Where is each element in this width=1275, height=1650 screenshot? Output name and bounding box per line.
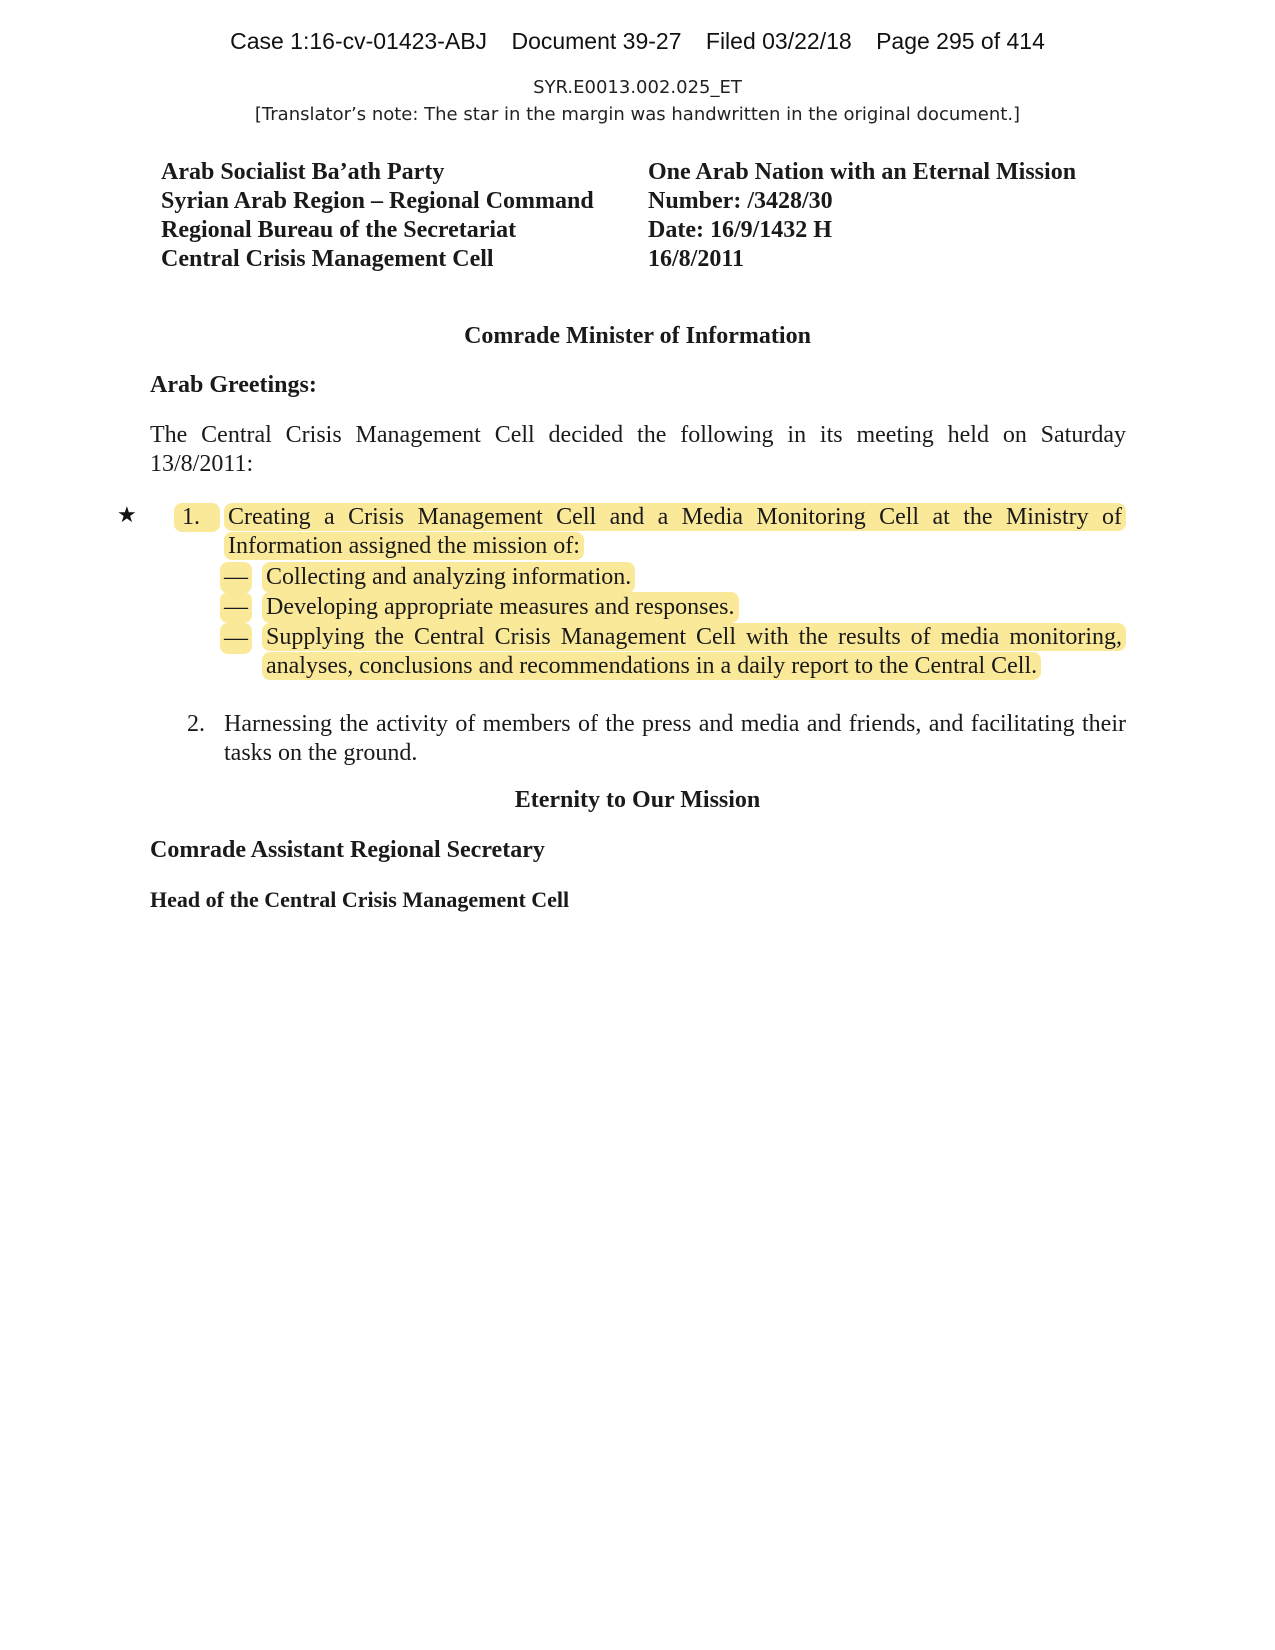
- gregorian-date: 16/8/2011: [648, 246, 745, 272]
- court-filing-header: [0, 28, 1275, 55]
- sub-item-text: Collecting and analyzing information.: [262, 562, 635, 593]
- translator-note: [Translator’s note: The star in the margin was handwritten in the original document.]: [254, 104, 1021, 125]
- dash-bullet: —: [220, 623, 252, 654]
- sub-item-text: Developing appropriate measures and responses.: [262, 592, 739, 623]
- document-number: Document 39-27: [511, 28, 682, 54]
- dash-bullet: —: [220, 562, 252, 593]
- letterhead-left: [161, 158, 594, 274]
- bureau-name: Regional Bureau of the Secretariat: [161, 217, 517, 243]
- hijri-date: Date: 16/9/1432 H: [648, 217, 832, 243]
- filed-date: Filed 03/22/18: [705, 28, 852, 54]
- cell-name: Central Crisis Management Cell: [161, 246, 494, 272]
- item-number: 2.: [187, 711, 205, 737]
- sub-item-text: Supplying the Central Crisis Management Cell with the results of media monitoring, analyses, conclusions and recommendations in a daily report to the Central Cell.: [262, 623, 1126, 680]
- reference-id: SYR.E0013.002.025_ET: [533, 77, 742, 98]
- item-text: Creating a Crisis Management Cell and a Media Monitoring Cell at the Ministry of Information assigned the mission of:: [224, 503, 1126, 560]
- item-text: Harnessing the activity of members of the press and media and friends, and facilitating their tasks on the ground.: [224, 711, 1126, 766]
- motto: One Arab Nation with an Eternal Mission: [648, 159, 1077, 185]
- dash-bullet: —: [220, 592, 252, 623]
- closing-line: Eternity to Our Mission: [514, 787, 761, 813]
- greeting: Arab Greetings:: [150, 372, 317, 398]
- addressee: Comrade Minister of Information: [464, 323, 811, 349]
- letterhead-right: [648, 158, 1076, 274]
- star-icon: ★: [117, 502, 137, 527]
- intro-paragraph: The Central Crisis Management Cell decided the following in its meeting held on Saturday 13/8/2011:: [150, 422, 1126, 477]
- signatory-role: Head of the Central Crisis Management Cell: [150, 887, 570, 912]
- party-name: Arab Socialist Ba’ath Party: [161, 159, 445, 185]
- signatory-title: Comrade Assistant Regional Secretary: [150, 837, 545, 863]
- document-number-line: Number: /3428/30: [648, 188, 833, 214]
- region-command: Syrian Arab Region – Regional Command: [161, 188, 594, 214]
- item-number: 1.: [174, 503, 220, 532]
- page-number: Page 295 of 414: [876, 28, 1045, 54]
- case-number: Case 1:16-cv-01423-ABJ: [230, 28, 488, 54]
